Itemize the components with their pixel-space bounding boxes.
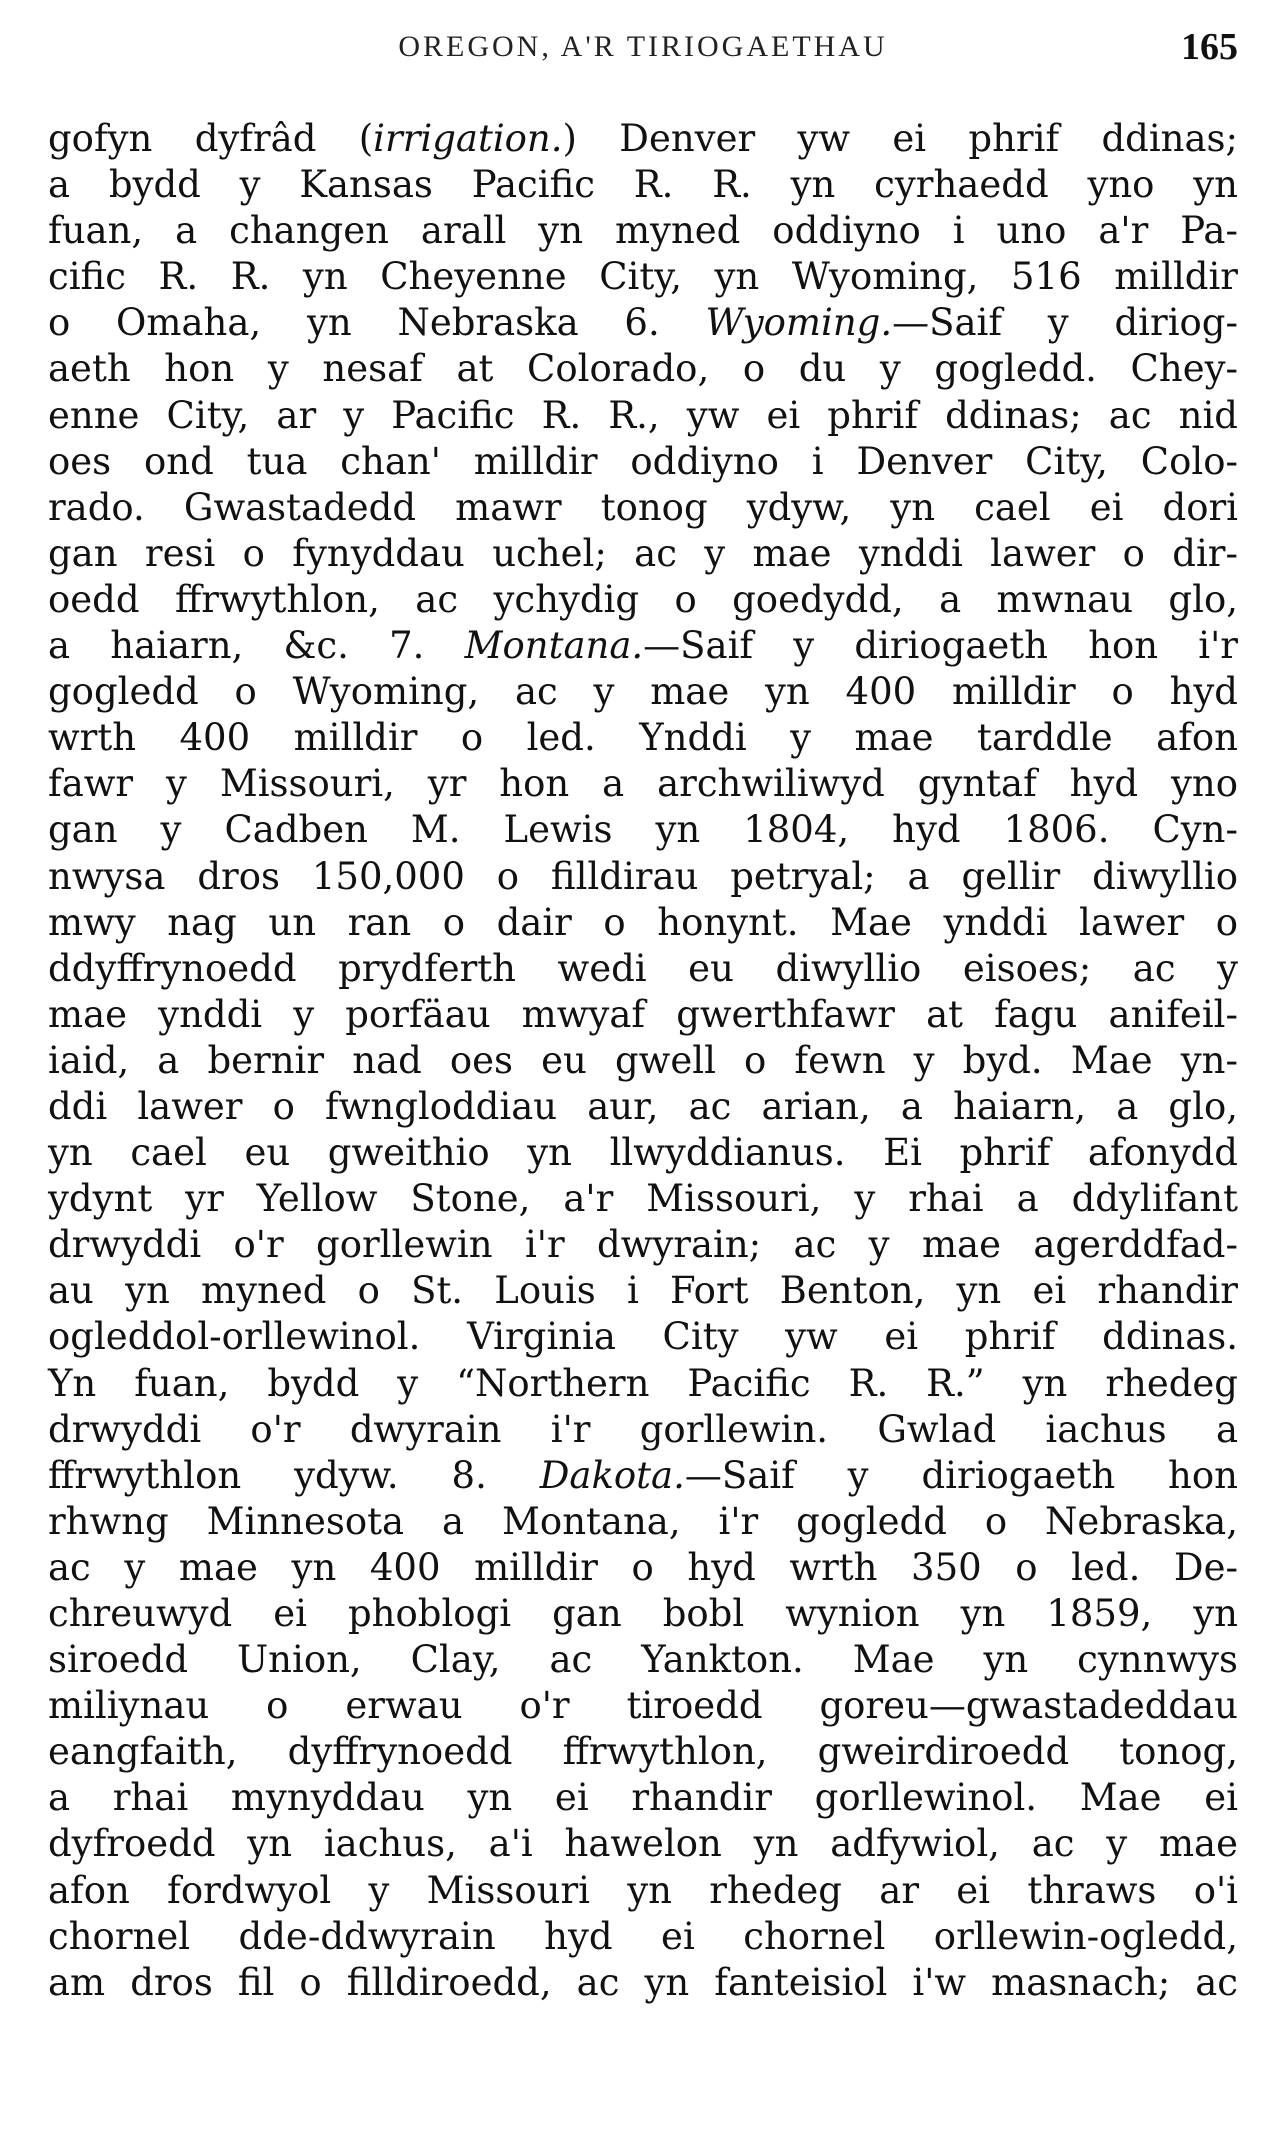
italic-heading: Montana. — [464, 624, 644, 668]
text-segment: ddi lawer o fwngloddiau aur, ac arian, a haiarn, a glo, — [48, 1084, 1238, 1128]
text-line — [48, 1729, 1238, 1775]
text-segment: ac y mae yn 400 milldir o hyd wrth 350 o led. De- — [48, 1545, 1238, 1589]
text-segment: a haiarn, &c. 7. — [48, 624, 465, 668]
running-head — [48, 22, 1238, 72]
text-segment: gan y Cadben M. Lewis yn 1804, hyd 1806. Cyn- — [48, 808, 1238, 852]
text-line — [48, 1176, 1238, 1222]
text-line — [48, 1084, 1238, 1130]
text-segment: miliynau o erwau o'r tiroedd goreu—gwastadeddau — [48, 1684, 1238, 1728]
text-segment: rhwng Minnesota a Montana, i'r gogledd o Nebraska, — [48, 1499, 1238, 1543]
text-segment: am dros fil o filldiroedd, ac yn fanteisiol i'w masnach; ac — [48, 1960, 1238, 2004]
text-segment: oes ond tua chan' milldir oddiyno i Denver City, Colo- — [48, 439, 1238, 483]
text-line — [48, 254, 1238, 300]
text-line — [48, 1453, 1238, 1499]
text-line — [48, 485, 1238, 531]
text-segment: chreuwyd ei phoblogi gan bobl wynion yn 1859, yn — [48, 1592, 1238, 1635]
text-segment: afon fordwyol y Missouri yn rhedeg ar ei thraws o'i — [48, 1868, 1238, 1912]
text-line — [48, 1407, 1238, 1453]
text-segment: mwy nag un ran o dair o honynt. Mae ynddi lawer o — [48, 900, 1238, 944]
text-segment: oedd ffrwythlon, ac ychydig o goedydd, a mwnau glo, — [48, 577, 1238, 621]
text-segment: rado. Gwastadedd mawr tonog ydyw, yn cael ei dori — [48, 485, 1238, 529]
text-segment: wrth 400 milldir o led. Ynddi y mae tarddle afon — [48, 716, 1238, 760]
text-line — [48, 623, 1238, 669]
text-segment: iaid, a bernir nad oes eu gwell o fewn y byd. Mae yn- — [48, 1038, 1238, 1082]
text-segment: chornel dde-ddwyrain hyd ei chornel orllewin-ogledd, — [48, 1914, 1238, 1958]
text-segment: cific R. R. yn Cheyenne City, yn Wyoming, 516 milldir — [48, 255, 1238, 299]
text-line — [48, 531, 1238, 577]
italic-heading: Wyoming. — [705, 301, 893, 345]
text-line — [48, 300, 1238, 346]
text-segment: gan resi o fynyddau uchel; ac y mae ynddi lawer o dir- — [48, 531, 1238, 575]
text-segment: fawr y Missouri, yr hon a archwiliwyd gyntaf hyd yno — [48, 762, 1238, 806]
text-segment: drwyddi o'r gorllewin i'r dwyrain; ac y mae agerddfad- — [48, 1223, 1238, 1267]
text-segment: ydynt yr Yellow Stone, a'r Missouri, y rhai a ddylifant — [48, 1177, 1238, 1221]
text-line — [48, 715, 1238, 761]
text-segment: gofyn dyfrâd ( — [48, 117, 374, 160]
text-segment: dyfroedd yn iachus, a'i hawelon yn adfywiol, ac y mae — [48, 1822, 1238, 1866]
text-line — [48, 1775, 1238, 1821]
text-segment: mae ynddi y porfäau mwyaf gwerthfawr at fagu anifeil- — [48, 992, 1238, 1036]
text-segment: ddyffrynoedd prydferth wedi eu diwyllio eisoes; ac y — [48, 946, 1238, 990]
text-line — [48, 1314, 1238, 1360]
text-line — [48, 346, 1238, 392]
text-line — [48, 1361, 1238, 1407]
text-line — [48, 1914, 1238, 1960]
text-line — [48, 1268, 1238, 1314]
italic-heading: Dakota. — [539, 1453, 685, 1497]
text-segment: eangfaith, dyffrynoedd ffrwythlon, gweirdiroedd tonog, — [48, 1730, 1238, 1774]
text-segment: nwysa dros 150,000 o filldirau petryal; a gellir diwyllio — [48, 854, 1238, 898]
text-segment: gogledd o Wyoming, ac y mae yn 400 milldir o hyd — [48, 670, 1238, 714]
running-title: OREGON, A'R TIRIOGAETHAU — [398, 30, 888, 63]
text-segment: drwyddi o'r dwyrain i'r gorllewin. Gwlad iachus a — [48, 1407, 1238, 1451]
text-line — [48, 900, 1238, 946]
text-line — [48, 577, 1238, 623]
text-line — [48, 1960, 1238, 2006]
text-line — [48, 1499, 1238, 1545]
text-line — [48, 116, 1238, 162]
text-line — [48, 393, 1238, 439]
text-segment: —Saif y diriogaeth hon — [684, 1453, 1238, 1497]
text-segment: —Saif y diriogaeth hon i'r — [643, 624, 1238, 668]
text-segment: ffrwythlon ydyw. 8. — [48, 1453, 540, 1497]
italic-heading: irrigation. — [373, 117, 563, 160]
text-line — [48, 1868, 1238, 1914]
text-segment: au yn myned o St. Louis i Fort Benton, yn ei rhandir — [48, 1269, 1238, 1313]
text-line — [48, 1545, 1238, 1591]
text-line — [48, 946, 1238, 992]
text-line — [48, 162, 1238, 208]
text-segment: yn cael eu gweithio yn llwyddianus. Ei phrif afonydd — [48, 1131, 1238, 1175]
text-line — [48, 1038, 1238, 1084]
text-line — [48, 1130, 1238, 1176]
text-segment: fuan, a changen arall yn myned oddiyno i uno a'r Pa- — [48, 209, 1238, 253]
text-segment: ogleddol-orllewinol. Virginia City yw ei phrif ddinas. — [48, 1315, 1238, 1359]
text-segment: a rhai mynyddau yn ei rhandir gorllewinol. Mae ei — [48, 1776, 1238, 1820]
text-line — [48, 807, 1238, 853]
text-segment: aeth hon y nesaf at Colorado, o du y gogledd. Chey- — [48, 347, 1238, 391]
text-line — [48, 1222, 1238, 1268]
text-segment: siroedd Union, Clay, ac Yankton. Mae yn cynnwys — [48, 1638, 1238, 1682]
text-line — [48, 854, 1238, 900]
text-segment: o Omaha, yn Nebraska 6. — [48, 301, 706, 345]
text-segment: ) Denver yw ei phrif ddinas; — [562, 117, 1238, 160]
text-segment: —Saif y diriog- — [892, 301, 1238, 345]
body-text — [48, 116, 1238, 2006]
text-line — [48, 761, 1238, 807]
text-line — [48, 669, 1238, 715]
text-segment: Yn fuan, bydd y “Northern Pacific R. R.” yn rhedeg — [48, 1361, 1238, 1405]
text-line — [48, 1821, 1238, 1867]
page-number: 165 — [1181, 26, 1238, 68]
text-line — [48, 439, 1238, 485]
text-segment: a bydd y Kansas Pacific R. R. yn cyrhaedd yno yn — [48, 163, 1238, 207]
text-line — [48, 1591, 1238, 1637]
text-line — [48, 1683, 1238, 1729]
text-line — [48, 992, 1238, 1038]
text-segment: enne City, ar y Pacific R. R., yw ei phrif ddinas; ac nid — [48, 393, 1238, 437]
text-line — [48, 208, 1238, 254]
text-line — [48, 1637, 1238, 1683]
